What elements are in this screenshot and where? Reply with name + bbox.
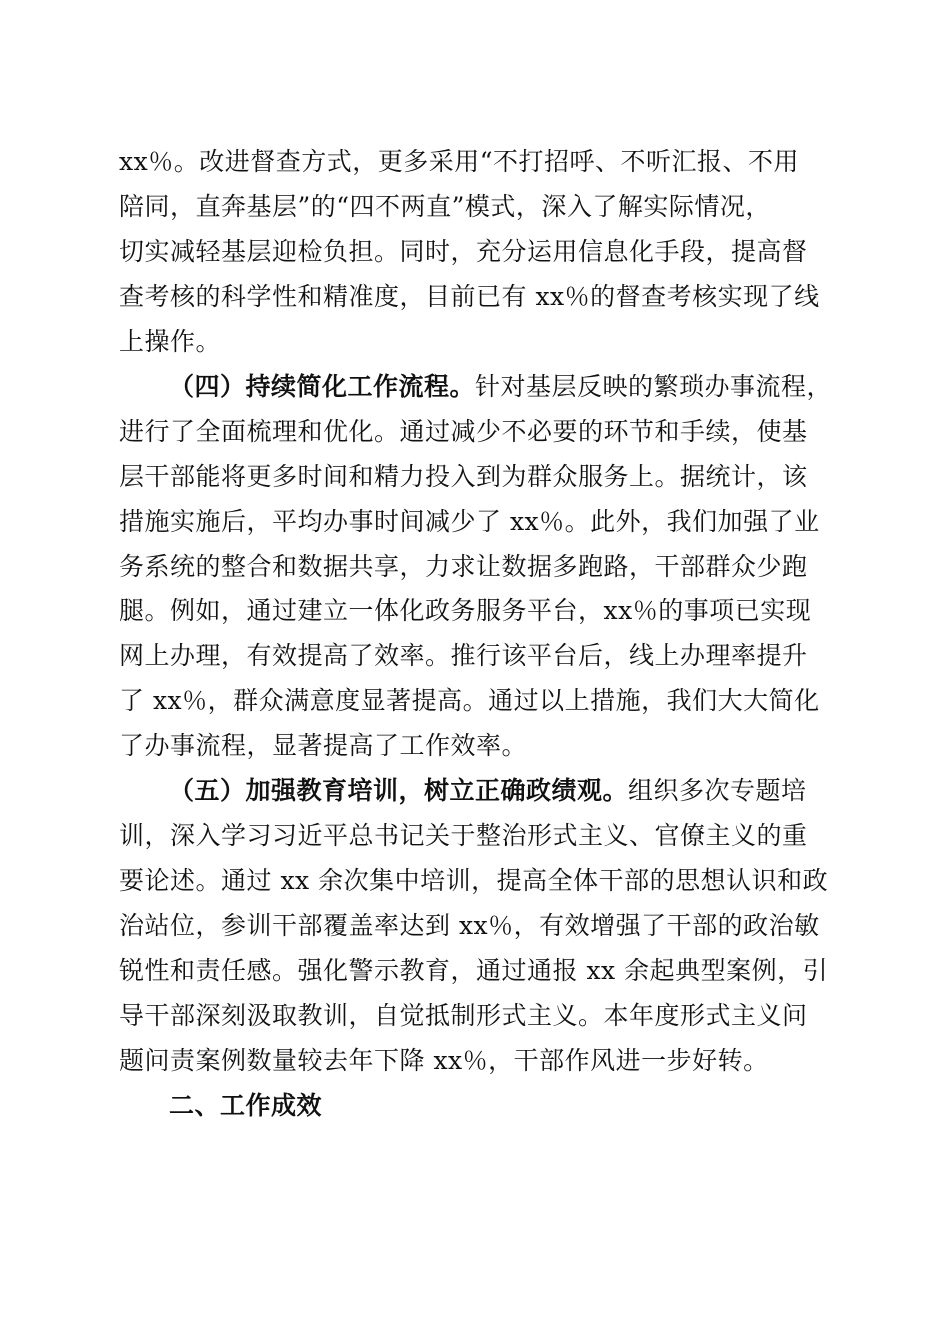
section-heading: 二、工作成效 [169,1091,323,1120]
paragraph-line: 组织多次专题培 [628,776,807,805]
paragraph-line: 锐性和责任感。强化警示教育，通过通报 xx 余起典型案例，引 [119,956,829,985]
paragraph-line: 陪同，直奔基层”的“四不两直”模式，深入了解实际情况， [119,192,771,221]
paragraph-line: 治站位，参训干部覆盖率达到 xx％，有效增强了干部的政治敏 [119,911,820,940]
paragraph-line: 了 xx％，群众满意度显著提高。通过以上措施，我们大大简化 [119,686,820,715]
paragraph-line: 针对基层反映的繁琐办事流程， [475,372,833,401]
subheading-4: （四）持续简化工作流程。 [169,372,476,401]
paragraph-line: 网上办理，有效提高了效率。推行该平台后，线上办理率提升 [119,641,808,670]
paragraph-line: 措施实施后，平均办事时间减少了 xx％。此外，我们加强了业 [119,507,820,536]
paragraph-line: 题问责案例数量较去年下降 xx％，干部作风进一步好转。 [119,1046,769,1075]
paragraph-line: 要论述。通过 xx 余次集中培训，提高全体干部的思想认识和政 [119,866,829,895]
paragraph-line: 务系统的整合和数据共享，力求让数据多跑路，干部群众少跑 [119,552,808,581]
paragraph-line: 训，深入学习习近平总书记关于整治形式主义、官僚主义的重 [119,821,808,850]
paragraph-line: 了办事流程，显著提高了工作效率。 [119,731,528,760]
paragraph-line: xx％。改进督查方式，更多采用“不打招呼、不听汇报、不用 [119,147,799,176]
paragraph-line: 层干部能将更多时间和精力投入到为群众服务上。据统计，该 [119,462,808,491]
paragraph-line: 腿。例如，通过建立一体化政务服务平台，xx％的事项已实现 [119,596,812,625]
subheading-5: （五）加强教育培训，树立正确政绩观。 [169,776,629,805]
paragraph-line: 导干部深刻汲取教训，自觉抵制形式主义。本年度形式主义问 [119,1001,808,1030]
paragraph-line: 进行了全面梳理和优化。通过减少不必要的环节和手续，使基 [119,417,808,446]
paragraph-5-first-line [169,769,909,813]
paragraph-4-first-line [169,365,909,409]
paragraph-line: 查考核的科学性和精准度，目前已有 xx％的督查考核实现了线 [119,282,820,311]
paragraph-line: 上操作。 [119,327,222,356]
paragraph-line: 切实减轻基层迎检负担。同时，充分运用信息化手段，提高督 [119,237,808,266]
